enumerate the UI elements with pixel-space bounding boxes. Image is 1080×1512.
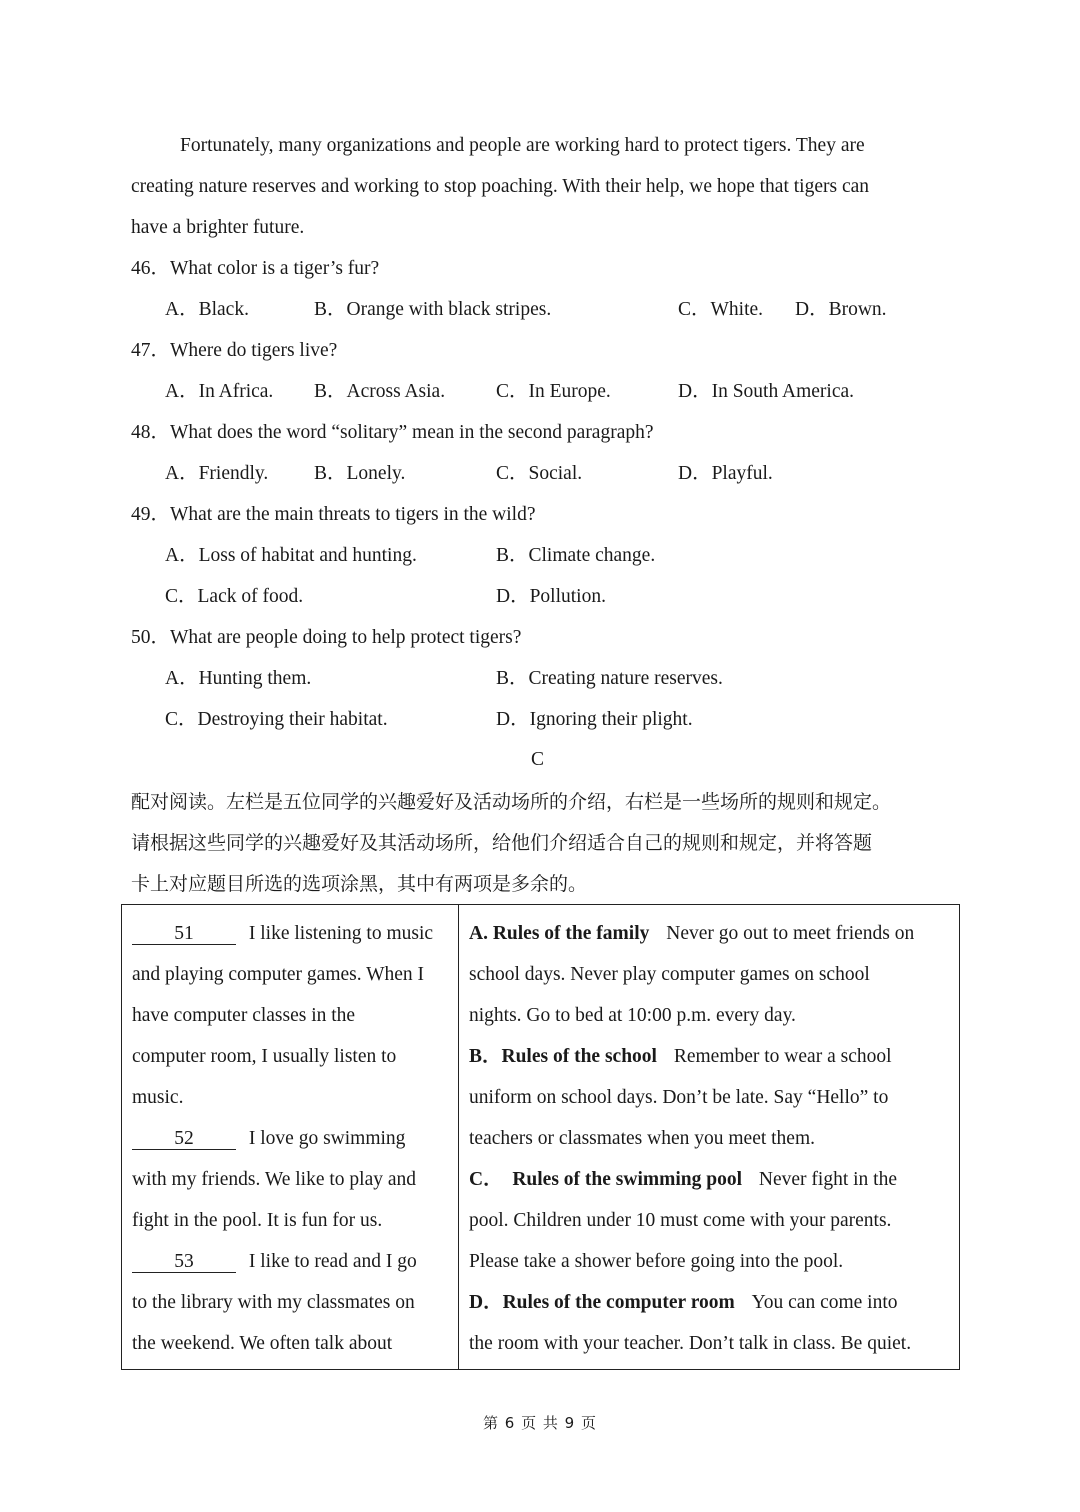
rule-a-title: A. Rules of the family [469,923,650,944]
q49-option-a[interactable]: A．Loss of habitat and hunting. [165,545,417,566]
q50-option-b[interactable]: B．Creating nature reserves. [496,668,723,689]
passage-line-2: creating nature reserves and working to stop poaching. With their help, we hope that tigers can [131,176,870,197]
q50-option-a[interactable]: A．Hunting them. [165,668,312,689]
section-heading: C [531,749,545,770]
student-51-line-5: music. [132,1087,184,1108]
rule-c-line-3: Please take a shower before going into the pool. [469,1251,844,1272]
q48-option-a[interactable]: A．Friendly. [165,463,269,484]
instructions-line-3: 卡上对应题目所选的选项涂黑，其中有两项是多余的。 [131,873,588,895]
answer-blank-51[interactable]: 51 [132,924,236,945]
rule-b-line-3: teachers or classmates when you meet them. [469,1128,816,1149]
q49-option-c[interactable]: C．Lack of food. [165,586,304,607]
question-50-stem: 50．What are people doing to help protect tigers? [131,627,522,648]
student-53-line-2: to the library with my classmates on [132,1292,415,1313]
student-52-line-3: fight in the pool. It is fun for us. [132,1210,383,1231]
matching-table [121,904,960,1370]
q48-option-b[interactable]: B．Lonely. [314,463,406,484]
q48-option-d[interactable]: D．Playful. [678,463,773,484]
rule-d-title: D．Rules of the computer room [469,1292,735,1313]
rules-column [459,905,960,1370]
instructions-line-1: 配对阅读。左栏是五位同学的兴趣爱好及活动场所的介绍，右栏是一些场所的规则和规定。 [131,791,892,813]
rule-d-line-2: the room with your teacher. Don’t talk in class. Be quiet. [469,1333,912,1354]
rule-b-line-2: uniform on school days. Don’t be late. Say “Hello” to [469,1087,889,1108]
rule-b-title: B．Rules of the school [469,1046,657,1067]
student-53-line-1: I like to read and I go [248,1251,417,1272]
q46-option-b[interactable]: B．Orange with black stripes. [314,299,552,320]
rule-c-line-2: pool. Children under 10 must come with your parents. [469,1210,892,1231]
question-49-stem: 49．What are the main threats to tigers in the wild? [131,504,536,525]
q50-option-d[interactable]: D．Ignoring their plight. [496,709,693,730]
rule-c-line-1: Never fight in the [758,1169,897,1190]
rule-d-line-1: You can come into [751,1292,898,1313]
q46-option-d[interactable]: D．Brown. [795,299,887,320]
rule-b-line-1: Remember to wear a school [673,1046,892,1067]
q49-option-b[interactable]: B．Climate change. [496,545,656,566]
rule-c-title: C． Rules of the swimming pool [469,1169,743,1190]
q46-option-a[interactable]: A．Black. [165,299,249,320]
answer-blank-53[interactable]: 53 [132,1252,236,1273]
student-52-line-1: I love go swimming [248,1128,406,1149]
student-51-line-4: computer room, I usually listen to [132,1046,397,1067]
q49-option-d[interactable]: D．Pollution. [496,586,606,607]
question-48-stem: 48．What does the word “solitary” mean in the second paragraph? [131,422,654,443]
q47-option-d[interactable]: D．In South America. [678,381,855,402]
question-47-stem: 47．Where do tigers live? [131,340,338,361]
q47-option-b[interactable]: B．Across Asia. [314,381,446,402]
rule-a-line-2: school days. Never play computer games on school [469,964,870,985]
student-51-line-1: I like listening to music [248,923,434,944]
student-53-line-3: the weekend. We often talk about [132,1333,393,1354]
student-51-line-3: have computer classes in the [132,1005,356,1026]
q47-option-c[interactable]: C．In Europe. [496,381,611,402]
q47-option-a[interactable]: A．In Africa. [165,381,274,402]
students-column [122,905,459,1370]
page-footer: 第 6 页 共 9 页 [483,1414,597,1432]
student-51-line-2: and playing computer games. When I [132,964,425,985]
student-52-line-2: with my friends. We like to play and [132,1169,417,1190]
instructions-line-2: 请根据这些同学的兴趣爱好及其活动场所，给他们介绍适合自己的规则和规定，并将答题 [131,832,873,854]
q50-option-c[interactable]: C．Destroying their habitat. [165,709,388,730]
passage-line-1: Fortunately, many organizations and people are working hard to protect tigers. They are [180,135,865,156]
rule-a-line-1: Never go out to meet friends on [666,923,915,944]
question-46-stem: 46．What color is a tiger’s fur? [131,258,380,279]
passage-line-3: have a brighter future. [131,217,305,238]
q46-option-c[interactable]: C．White. [678,299,764,320]
answer-blank-52[interactable]: 52 [132,1129,236,1150]
q48-option-c[interactable]: C．Social. [496,463,583,484]
passage-paragraph [131,125,949,248]
rule-a-line-3: nights. Go to bed at 10:00 p.m. every day. [469,1005,796,1026]
